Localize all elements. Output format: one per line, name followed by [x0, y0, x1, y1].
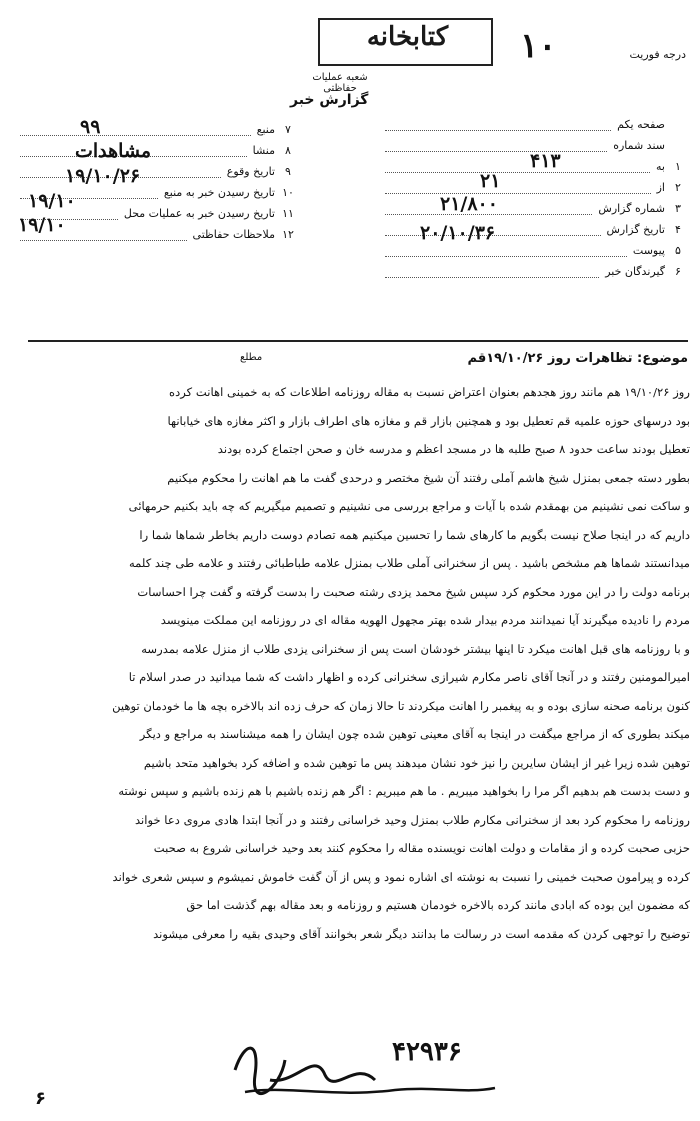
body-line: کرده و پیرامون صحبت خمینی را نسبت به نوشته ای اشاره نمود و پس از آن گفت خاموش نمیشوم و سپس شعری خواند	[112, 869, 690, 884]
handwritten-to: ۴۱۳	[530, 150, 561, 172]
field-row: ۱۰ تاریخ رسیدن خبر به منبع	[20, 178, 295, 199]
urgency-label: درجه فوریت	[629, 48, 686, 61]
body-line: امیرالمومنین رفتند و در آنجا آقای ناصر مکارم شیرازی سخنرانی کرده و اظهار داشت که شما میدانید در صدر اسلام تا	[128, 670, 690, 684]
field-row: ۶ گیرندگان خبر	[385, 257, 685, 278]
field-row: ۱ به	[385, 152, 685, 173]
handwritten-date-occur: ۱۹/۱۰/۲۶	[65, 165, 141, 187]
handwritten-origin: مشاهدات	[75, 140, 152, 162]
field-row: ۵ پیوست	[385, 236, 685, 257]
document-number: ۴۲۹۳۶	[392, 1037, 462, 1067]
handwritten-date-ops: ۱۹/۱۰	[18, 214, 66, 236]
body-line: تعطیل بودند ساعت حدود ۸ صبح طلبه ها در مسجد اعظم و مدرسه خان و صحن اجتماع کرده بودند	[217, 442, 690, 456]
body-line: میکند بطوری که از مراجع میگفت در اینجا به آقای معینی توهین شده چون ایشان را همه میشناسند به مراجع و دیگر	[139, 727, 690, 741]
body-line: روزنامه را محکوم کرد بعد از سخنرانی مکارم طلاب بمنزل وحید خراسانی رفتند و در آنجا ابتدا هادی مروی دعا خواند	[134, 812, 690, 827]
signature	[225, 1030, 505, 1100]
header-divider	[28, 340, 688, 342]
field-row: ۱۲ ملاحظات حفاظتی	[20, 220, 295, 241]
body-line: و دست بدست هم بدهیم اگر مرا را بخواهید میبریم . ما هم میبریم : اگر هم زنده باشیم با هم زنده باشیم و سپس نوشته	[118, 784, 690, 798]
margin-note: مطلع	[240, 352, 263, 363]
subject-line: موضوع: تظاهرات روز ۱۹/۱۰/۲۶قم	[467, 351, 688, 366]
handwritten-report-number: ۲۱/۸۰۰	[440, 193, 498, 215]
body-line: میدانستند شماها هم مشخص باشید . پس از سخنرانی آملی طلاب بمنزل علامه طباطبائی رفتند و علامه طی چند کلمه	[128, 556, 690, 570]
page-mark: ۶	[35, 1088, 46, 1109]
body-line: روز ۱۹/۱۰/۲۶ هم مانند روز هجدهم بعنوان اعتراض نسبت به مقاله روزنامه اطلاعات که به خمینی اهانت کرده	[169, 385, 690, 399]
field-row: ۸ منشا	[20, 136, 295, 157]
report-body	[42, 378, 690, 948]
stamp-label: شعبه عملیات حفاظتی	[312, 72, 368, 94]
body-line: توهین شده زیرا غیر از ایشان سایرین را نیز خود نشان میدهند پس ما توهین شده و اضافه کرد بخواهید متحد باشیم	[143, 755, 690, 770]
header-fields-right	[385, 110, 685, 278]
stamp-text: کتابخانه	[366, 22, 449, 52]
body-line: داریم که در اینجا صلاح نیست بگویم ما کارهای شما را تحسین میکنیم همه تصادم دوست داریم بخاطر شماها شما را	[139, 527, 690, 542]
field-row: ۳ شماره گزارش	[385, 194, 685, 215]
field-row: ۷ منبع	[20, 115, 295, 136]
archive-stamp	[318, 18, 493, 66]
body-line: برنامه دولت را در این مورد محکوم کرد سپس شیخ محمد یزدی رشته صحبت را بدست گرفته و گفت چرا احساسات	[137, 584, 690, 599]
urgency-value: ۱۰	[520, 26, 557, 66]
field-row: ۱۱ تاریخ رسیدن خبر به عملیات محل	[20, 199, 295, 220]
body-line: و با روزنامه های قبل اهانت میکرد تا اینها بیشتر خودشان است پس از سخنرانی یزدی طلاب از منزل علامه بمدرسه	[141, 641, 690, 656]
body-line: حزبی صحبت کرده و از مقامات و دولت اهانت نویسنده مقاله را محکوم کنند بعد وحید خراسانی شروع به صحبت	[153, 841, 690, 855]
field-row: صفحه یکم	[385, 110, 685, 131]
body-line: کنون برنامه صحنه سازی بوده و به پیغمبر را اهانت میکردند تا حالا زمان که حرف زده اند بالاخره بچه ها ما خودمان توهین	[112, 698, 690, 713]
handwritten-report-date: ۲۰/۱۰/۳۶	[420, 222, 496, 244]
body-line: بطور دسته جمعی بمنزل شیخ هاشم آملی رفتند آن شیخ مختصر و درحدی گفت ما هم اهانت را محکوم میکنیم	[167, 470, 690, 485]
field-row: سند شماره	[385, 131, 685, 152]
body-line: توضیح را توجهی کردن که مقدمه است در رسالت ما بدانند دیگر شعر بخوانند آقای وحیدی بقیه را معرفی میشوند	[153, 926, 690, 941]
field-row: ۹ تاریخ وقوع	[20, 157, 295, 178]
field-row: ۲ از	[385, 173, 685, 194]
body-line: بود درسهای حوزه علمیه قم تعطیل بود و همچنین بازار قم و مغازه های اطراف بازار و اکثر مغازه های خیابانها	[167, 413, 690, 428]
body-line: و ساکت نمی نشینیم من بهمقدم شده با آیات و مراجع بررسی می نشینیم و تصمیم میگیریم که چه باید بکنیم حرمهائی	[128, 499, 690, 513]
report-type-label: گزارش خبر	[290, 92, 369, 108]
handwritten-date-source: ۱۹/۱۰	[28, 190, 76, 212]
handwritten-from: ۲۱	[480, 170, 501, 192]
handwritten-source: ۹۹	[80, 116, 101, 138]
body-line: که مضمون این بوده که ابادی مانند کرده بالاخره خودمان هستیم و روزنامه و بعد مقاله بهم گذشت اما حق	[186, 898, 690, 912]
field-row: ۴ تاریخ گزارش	[385, 215, 685, 236]
body-line: مردم را نادیده میگیرند آیا نمیدانند مردم بیدار شده بهتر مجهول الهویه مقاله ای در روزنامه این مملکت مینویسد	[160, 613, 690, 627]
